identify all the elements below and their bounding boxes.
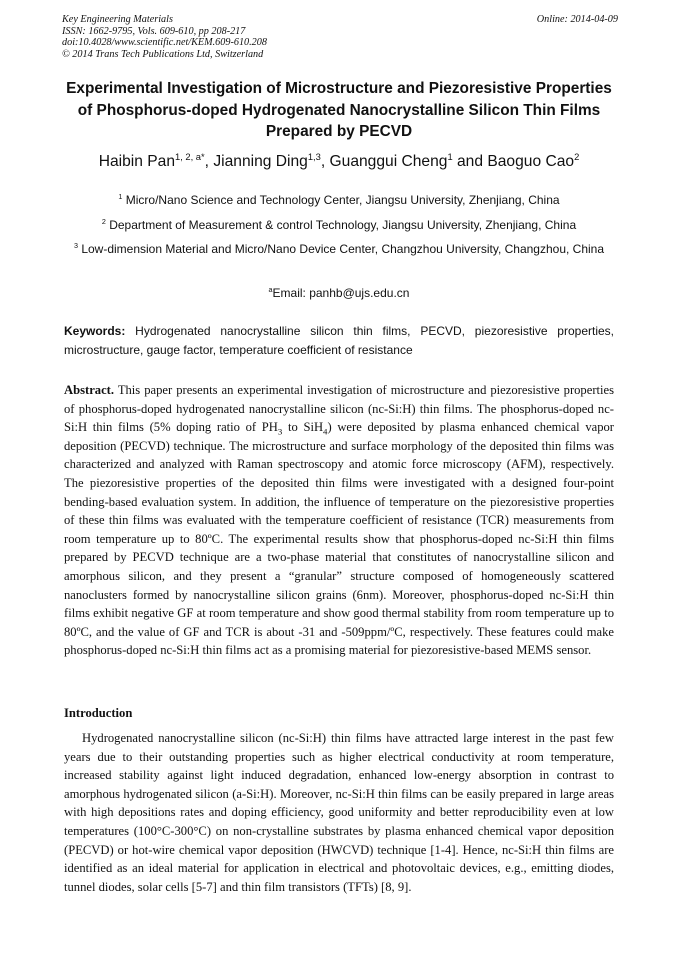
affiliation-mark: 1: [118, 192, 123, 201]
author-mark: 1: [447, 151, 453, 162]
author-separator: ,: [204, 153, 214, 170]
affiliation: [62, 240, 616, 259]
contact-email: [62, 284, 616, 303]
journal-doi: doi:10.4028/www.scientific.net/KEM.609-610.208: [62, 37, 267, 49]
affiliation-text: Low-dimension Material and Micro/Nano Device Center, Changzhou University, Changzhou, China: [81, 242, 605, 256]
email-mark: a: [268, 285, 273, 294]
abstract-text: ) were deposited by plasma enhanced chemical vapor deposition (PECVD) technique. The microstructure and surface morphology of the deposited thin films was characterized and analyzed with Raman spectroscopy and atomic force microscopy (AFM), respectively. The piezoresistive properties of the deposited thin films were investigated with a designed four-point bending-based evaluation system. In addition, the influence of temperature on the piezoresistive properties of these thin films was evaluated with the temperature coefficient of resistance (TCR) measurements from room temperature up to 80ºC. The experimental results show that phosphorus-doped nc-Si:H thin films prepared by PECVD technique are a two-phase material that constitutes of nanocrystalline silicon and amorphous silicon, and they present a “granular” structure composed of homogeneously scattered nanoclusters formed by nanocrystalline silicon grains (6nm). Moreover, phosphorus-doped nc-Si:H thin films exhibit negative GF at room temperature and show good thermal stability from room temperature up to 80ºC, and the value of GF and TCR is about -31 and -509ppm/ºC, respectively. These features could make phosphorus-doped nc-Si:H thin films act as a promising material for piezoresistive-based MEMS sensor.: [64, 420, 614, 658]
journal-copyright: © 2014 Trans Tech Publications Ltd, Switzerland: [62, 48, 264, 60]
journal-name: Key Engineering Materials: [62, 14, 173, 25]
abstract-subscript: 4: [323, 426, 328, 437]
introduction-paragraph: Hydrogenated nanocrystalline silicon (nc-Si:H) thin films have attracted large interest in the past few years due to their outstanding properties such as higher electrical conductivity at room temperature, increased stability against light induced degradation, enhanced low-energy absorption in contrast to amorphous hydrogenated silicon (a-Si:H). Moreover, nc-Si:H thin films can be easily prepared in large areas with high depositions rates and doping efficiency, good uniformity and better reproducibility even at low temperatures (100°C-300°C) on non-crystalline substrates by plasma enhanced chemical vapor deposition (PECVD) or hot-wire chemical vapor deposition (HWCVD) technique [1-4]. Hence, nc-Si:H thin films are identified as an ideal material for application in electrical and photovoltaic devices, e.g., emitting diodes, tunnel diodes, solar cells [5-7] and thin film transistors (TFTs) [8, 9].: [64, 731, 614, 894]
journal-header: [62, 14, 618, 60]
keywords-text: Hydrogenated nanocrystalline silicon thin films, PECVD, piezoresistive properties, microstructure, gauge factor, temperature coefficient of resistance: [64, 324, 614, 358]
author-name: Jianning Ding: [213, 153, 308, 170]
author-separator: ,: [320, 153, 330, 170]
paper-title: Experimental Investigation of Microstructure and Piezoresistive Properties of Phosphorus-doped Hydrogenated Nanocrystalline Silicon Thin Films Prepared by PECVD: [66, 80, 612, 140]
affiliation-mark: 3: [73, 241, 78, 250]
abstract-text: This paper presents an experimental investigation of microstructure and piezoresistive properties of phosphorus-doped hydrogenated nanocrystalline silicon (nc-Si:H) thin films. The phosphorus-doped nc-Si:H thin films (5% doping ratio of PH: [64, 383, 615, 435]
online-date: Online: 2014-04-09: [536, 14, 618, 25]
author-name: Baoguo Cao: [487, 153, 575, 170]
author-mark: 1,3: [307, 151, 321, 162]
affiliation: [62, 191, 616, 210]
author-name: Haibin Pan: [98, 153, 175, 170]
abstract-subscript: 3: [277, 426, 283, 437]
abstract-label: Abstract.: [64, 383, 115, 397]
keywords-label: Keywords:: [64, 324, 126, 338]
author-list: [62, 152, 616, 172]
affiliation-text: Micro/Nano Science and Technology Center, Jiangsu University, Zhenjiang, China: [125, 193, 560, 207]
affiliation-mark: 2: [101, 217, 106, 226]
email-text: Email: panhb@ujs.edu.cn: [272, 286, 410, 300]
author-name: Guanggui Cheng: [329, 153, 448, 170]
author-mark: 2: [574, 151, 580, 162]
affiliation: [62, 216, 616, 235]
abstract-block: [64, 381, 614, 660]
author-separator: and: [452, 153, 488, 170]
abstract-text: to SiH: [282, 420, 324, 435]
journal-issn: ISSN: 1662-9795, Vols. 609-610, pp 208-217: [62, 25, 246, 37]
author-mark: 1, 2, a*: [175, 151, 205, 162]
section-heading-introduction: Introduction: [64, 706, 133, 720]
affiliation-text: Department of Measurement & control Technology, Jiangsu University, Zhenjiang, China: [109, 218, 577, 232]
keywords-block: [64, 322, 614, 360]
